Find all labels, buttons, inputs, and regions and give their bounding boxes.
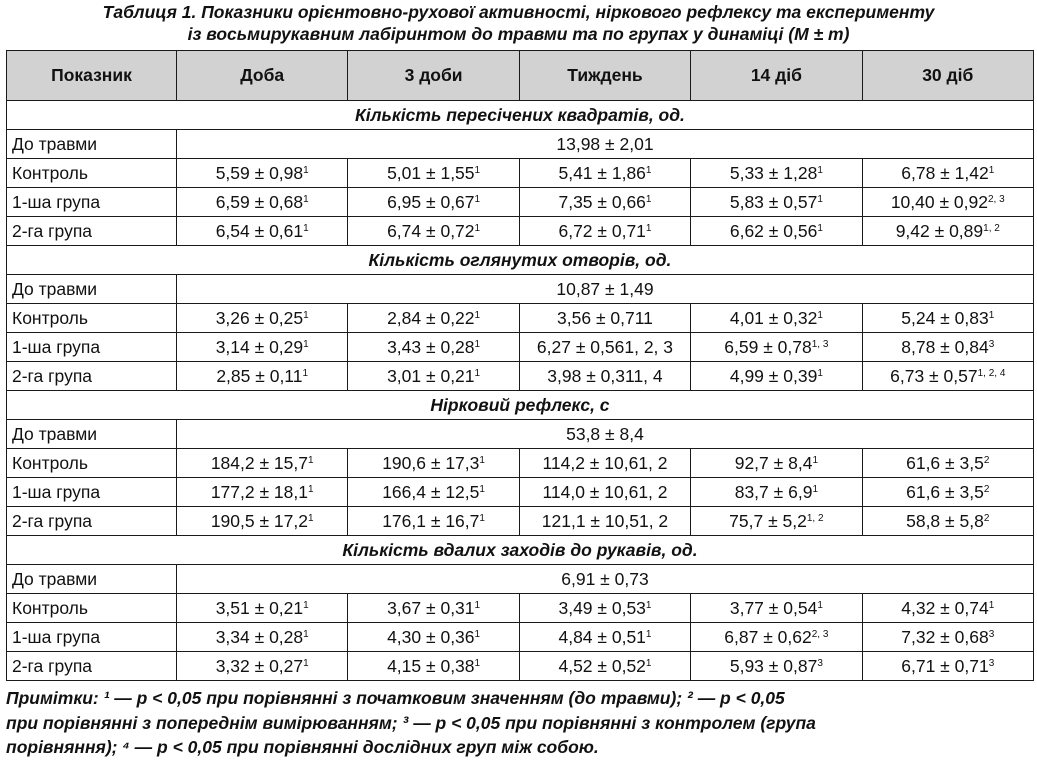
table-row [7, 304, 1034, 333]
baseline-row [7, 565, 1034, 594]
table-cell [691, 217, 862, 246]
section-title: Кількість вдалих заходів до рукавів, од. [7, 536, 1034, 565]
table-cell [691, 623, 862, 652]
table-cell [862, 449, 1033, 478]
cell-value: 4,52 ± 0,52 [558, 655, 646, 676]
row-label: 1-ша група [7, 188, 177, 217]
table-cell [862, 333, 1033, 362]
table-cell [177, 188, 348, 217]
cell-value: 6,95 ± 0,67 [387, 191, 475, 212]
section-title: Нірковий рефлекс, с [7, 391, 1034, 420]
table-cell [177, 217, 348, 246]
cell-significance-mark: 1 [474, 309, 481, 321]
cell-significance-mark: 3 [817, 657, 823, 669]
section-title: Кількість оглянутих отворів, од. [7, 246, 1034, 275]
cell-significance-mark: 1 [988, 164, 995, 176]
row-label: Контроль [7, 594, 177, 623]
table-row [7, 478, 1034, 507]
cell-value: 3,01 ± 0,21 [387, 365, 475, 386]
cell-value: 5,83 ± 0,57 [729, 191, 818, 212]
cell-significance-mark: 1 [303, 599, 309, 611]
table-row [7, 362, 1034, 391]
table-cell [691, 449, 862, 478]
cell-significance-mark: 1 [817, 222, 823, 234]
table-cell [691, 188, 862, 217]
cell-significance-mark: 1 [303, 309, 309, 321]
row-label: 2-га група [7, 652, 177, 681]
table-cell [177, 449, 348, 478]
table-cell [691, 594, 862, 623]
cell-value: 92,7 ± 8,4 [734, 452, 813, 473]
cell-value: 5,93 ± 0,87 [729, 655, 818, 676]
cell-value: 75,7 ± 5,2 [729, 510, 807, 531]
cell-significance-mark: 1 [988, 309, 995, 321]
cell-value: 6,62 ± 0,56 [729, 220, 818, 241]
table-row [7, 623, 1034, 652]
table-cell [862, 362, 1033, 391]
row-label: До травми [7, 420, 177, 449]
cell-value: 6,73 ± 0,57 [890, 365, 978, 386]
header-cell: 30 діб [862, 51, 1033, 101]
cell-value: 176,1 ± 16,7 [382, 510, 480, 531]
cell-significance-mark: 2, 3 [988, 193, 1005, 205]
table-cell [348, 217, 519, 246]
cell-value: 7,35 ± 0,66 [558, 191, 646, 212]
table-cell [348, 188, 519, 217]
notes-line-2: при порівнянні з попереднім вимірюванням; ³ — p < 0,05 при порівнянні з контролем (група [6, 712, 816, 733]
table-cell [519, 362, 690, 391]
cell-significance-mark: 1 [308, 454, 314, 466]
table-cell [348, 304, 519, 333]
cell-value: 6,78 ± 1,42 [901, 162, 989, 183]
table-cell [862, 623, 1033, 652]
section-row [7, 536, 1034, 565]
cell-significance-mark: 1 [302, 367, 309, 379]
cell-significance-mark: 1 [474, 628, 481, 640]
header-cell: Показник [7, 51, 177, 101]
row-label: 2-га група [7, 507, 177, 536]
table-cell [862, 217, 1033, 246]
table-cell [691, 333, 862, 362]
table-cell [348, 507, 519, 536]
table-cell [177, 507, 348, 536]
table-cell [348, 333, 519, 362]
cell-value: 58,8 ± 5,8 [906, 510, 984, 531]
table-row [7, 507, 1034, 536]
baseline-value: 53,8 ± 8,4 [177, 420, 1034, 449]
cell-value: 4,99 ± 0,39 [729, 365, 818, 386]
table-cell [177, 159, 348, 188]
cell-value: 6,71 ± 0,71 [901, 655, 989, 676]
cell-significance-mark: 1 [479, 483, 485, 495]
cell-value: 6,27 ± 0,561, 2, 3 [536, 336, 674, 357]
cell-value: 83,7 ± 6,9 [734, 481, 813, 502]
cell-value: 3,32 ± 0,27 [215, 655, 304, 676]
cell-value: 4,01 ± 0,32 [729, 307, 818, 328]
cell-value: 9,42 ± 0,89 [895, 220, 984, 241]
cell-value: 4,30 ± 0,36 [387, 626, 475, 647]
table-cell [519, 623, 690, 652]
cell-significance-mark: 1 [308, 512, 314, 524]
table-cell [177, 333, 348, 362]
cell-value: 4,32 ± 0,74 [901, 597, 989, 618]
cell-significance-mark: 1 [812, 483, 818, 495]
cell-value: 114,2 ± 10,61, 2 [542, 452, 668, 473]
cell-value: 166,4 ± 12,5 [382, 481, 480, 502]
baseline-row [7, 420, 1034, 449]
cell-value: 190,6 ± 17,3 [382, 452, 480, 473]
cell-value: 5,59 ± 0,98 [215, 162, 304, 183]
cell-value: 114,0 ± 10,61, 2 [542, 481, 668, 502]
baseline-row [7, 275, 1034, 304]
cell-significance-mark: 1 [645, 164, 652, 176]
row-label: До травми [7, 565, 177, 594]
cell-significance-mark: 1 [303, 657, 309, 669]
table-row [7, 652, 1034, 681]
cell-significance-mark: 1, 2, 4 [977, 367, 1006, 379]
table-cell [519, 449, 690, 478]
cell-significance-mark: 1 [303, 338, 309, 350]
cell-value: 6,59 ± 0,68 [215, 191, 304, 212]
row-label: 2-га група [7, 217, 177, 246]
cell-value: 6,87 ± 0,62 [724, 626, 812, 647]
table-cell [862, 507, 1033, 536]
table-cell [519, 159, 690, 188]
cell-significance-mark: 1 [817, 309, 823, 321]
row-label: До травми [7, 130, 177, 159]
cell-significance-mark: 1 [303, 628, 309, 640]
row-label: 1-ша група [7, 478, 177, 507]
cell-significance-mark: 1 [645, 222, 652, 234]
cell-significance-mark: 1 [474, 599, 481, 611]
row-label: 1-ша група [7, 623, 177, 652]
cell-value: 3,77 ± 0,54 [729, 597, 818, 618]
cell-value: 6,59 ± 0,78 [724, 336, 812, 357]
cell-value: 177,2 ± 18,1 [210, 481, 308, 502]
cell-significance-mark: 1 [812, 454, 818, 466]
cell-significance-mark: 2 [983, 454, 990, 466]
cell-value: 8,78 ± 0,84 [901, 336, 989, 357]
cell-significance-mark: 1 [308, 483, 314, 495]
cell-value: 3,26 ± 0,25 [215, 307, 304, 328]
table-cell [862, 478, 1033, 507]
cell-significance-mark: 1 [303, 222, 309, 234]
caption-line-2: із восьмирукавним лабіринтом до травми та по групах у динаміці (M ± m) [187, 24, 850, 44]
cell-significance-mark: 1, 2 [983, 222, 1000, 234]
cell-significance-mark: 1 [474, 164, 481, 176]
table-cell [691, 304, 862, 333]
table-cell [862, 594, 1033, 623]
table-cell [519, 652, 690, 681]
cell-value: 190,5 ± 17,2 [210, 510, 308, 531]
section-title: Кількість пересічених квадратів, од. [7, 101, 1034, 130]
cell-value: 3,51 ± 0,21 [215, 597, 304, 618]
row-label: До травми [7, 275, 177, 304]
table-row [7, 217, 1034, 246]
cell-significance-mark: 1 [645, 657, 652, 669]
table-cell [348, 652, 519, 681]
baseline-value: 6,91 ± 0,73 [177, 565, 1034, 594]
cell-value: 3,34 ± 0,28 [215, 626, 304, 647]
cell-significance-mark: 1 [474, 367, 481, 379]
cell-significance-mark: 1 [817, 164, 823, 176]
cell-significance-mark: 1 [474, 193, 481, 205]
cell-significance-mark: 1 [817, 193, 823, 205]
cell-value: 5,41 ± 1,86 [558, 162, 646, 183]
cell-significance-mark: 1 [645, 628, 652, 640]
cell-value: 7,32 ± 0,68 [901, 626, 989, 647]
baseline-value: 13,98 ± 2,01 [177, 130, 1034, 159]
cell-significance-mark: 1 [479, 512, 485, 524]
table-cell [862, 304, 1033, 333]
table-cell [177, 594, 348, 623]
cell-significance-mark: 3 [988, 338, 995, 350]
table-cell [691, 507, 862, 536]
cell-value: 6,54 ± 0,61 [215, 220, 304, 241]
table-notes [6, 686, 1033, 760]
cell-value: 6,74 ± 0,72 [387, 220, 475, 241]
cell-significance-mark: 1 [645, 599, 652, 611]
table-row [7, 449, 1034, 478]
header-cell: Тиждень [519, 51, 690, 101]
table-body [7, 101, 1034, 681]
cell-significance-mark: 2 [983, 512, 990, 524]
row-label: 1-ша група [7, 333, 177, 362]
table-cell [862, 188, 1033, 217]
data-table [6, 50, 1034, 681]
table-cell [177, 652, 348, 681]
table-cell [519, 217, 690, 246]
table-row [7, 333, 1034, 362]
table-cell [348, 362, 519, 391]
cell-value: 184,2 ± 15,7 [210, 452, 308, 473]
table-row [7, 188, 1034, 217]
row-label: Контроль [7, 449, 177, 478]
cell-value: 3,43 ± 0,28 [387, 336, 475, 357]
table-cell [348, 594, 519, 623]
table-caption [0, 0, 1037, 46]
header-cell: Доба [177, 51, 348, 101]
table-cell [519, 478, 690, 507]
table-cell [177, 623, 348, 652]
table-cell [348, 478, 519, 507]
table-cell [862, 159, 1033, 188]
table-cell [691, 652, 862, 681]
section-row [7, 246, 1034, 275]
cell-significance-mark: 1 [817, 367, 823, 379]
row-label: 2-га група [7, 362, 177, 391]
cell-value: 3,49 ± 0,53 [558, 597, 646, 618]
cell-significance-mark: 1, 2 [806, 512, 824, 524]
cell-value: 2,85 ± 0,11 [216, 365, 303, 386]
cell-value: 5,01 ± 1,55 [387, 162, 475, 183]
notes-line-1: Примітки: ¹ — p < 0,05 при порівнянні з початковим значенням (до травми); ² — p < 0,05 [6, 688, 785, 708]
table-cell [348, 449, 519, 478]
row-label: Контроль [7, 304, 177, 333]
cell-value: 5,24 ± 0,83 [901, 307, 989, 328]
cell-significance-mark: 1 [817, 599, 823, 611]
cell-significance-mark: 1 [988, 599, 995, 611]
header-cell: 3 доби [348, 51, 519, 101]
table-cell [691, 159, 862, 188]
table-cell [691, 478, 862, 507]
cell-significance-mark: 3 [988, 657, 995, 669]
row-label: Контроль [7, 159, 177, 188]
baseline-value: 10,87 ± 1,49 [177, 275, 1034, 304]
section-row [7, 391, 1034, 420]
cell-significance-mark: 1 [303, 164, 309, 176]
header-row [7, 51, 1034, 101]
cell-significance-mark: 1, 3 [811, 338, 829, 350]
table-cell [519, 507, 690, 536]
table-row [7, 159, 1034, 188]
cell-value: 3,56 ± 0,711 [557, 307, 653, 328]
table-cell [348, 159, 519, 188]
cell-significance-mark: 1 [474, 222, 481, 234]
table-cell [519, 333, 690, 362]
cell-significance-mark: 2, 3 [811, 628, 829, 640]
table-cell [348, 623, 519, 652]
cell-value: 61,6 ± 3,5 [906, 452, 984, 473]
cell-value: 4,84 ± 0,51 [558, 626, 646, 647]
table-cell [519, 594, 690, 623]
baseline-row [7, 130, 1034, 159]
cell-value: 61,6 ± 3,5 [906, 481, 984, 502]
table-cell [177, 478, 348, 507]
table-cell [519, 304, 690, 333]
table-cell [519, 188, 690, 217]
cell-significance-mark: 1 [479, 454, 485, 466]
table-cell [691, 362, 862, 391]
caption-line-1: Таблиця 1. Показники орієнтовно-рухової активності, ніркового рефлексу та експерименту [102, 2, 935, 22]
cell-value: 10,40 ± 0,92 [890, 191, 988, 212]
cell-value: 6,72 ± 0,71 [558, 220, 646, 241]
cell-value: 5,33 ± 1,28 [729, 162, 818, 183]
cell-significance-mark: 3 [988, 628, 995, 640]
header-cell: 14 діб [691, 51, 862, 101]
cell-significance-mark: 1 [303, 193, 309, 205]
cell-value: 3,98 ± 0,311, 4 [547, 365, 663, 386]
table-cell [177, 362, 348, 391]
cell-significance-mark: 1 [645, 193, 652, 205]
cell-significance-mark: 2 [983, 483, 990, 495]
notes-line-3: порівняння); ⁴ — p < 0,05 при порівнянні дослідних груп між собою. [6, 737, 599, 757]
cell-value: 3,67 ± 0,31 [387, 597, 475, 618]
cell-significance-mark: 1 [474, 338, 481, 350]
cell-value: 3,14 ± 0,29 [215, 336, 304, 357]
section-row [7, 101, 1034, 130]
cell-value: 2,84 ± 0,22 [387, 307, 475, 328]
cell-value: 4,15 ± 0,38 [387, 655, 475, 676]
table-row [7, 594, 1034, 623]
table-cell [177, 304, 348, 333]
cell-value: 121,1 ± 10,51, 2 [541, 510, 669, 531]
cell-significance-mark: 1 [474, 657, 481, 669]
table-cell [862, 652, 1033, 681]
